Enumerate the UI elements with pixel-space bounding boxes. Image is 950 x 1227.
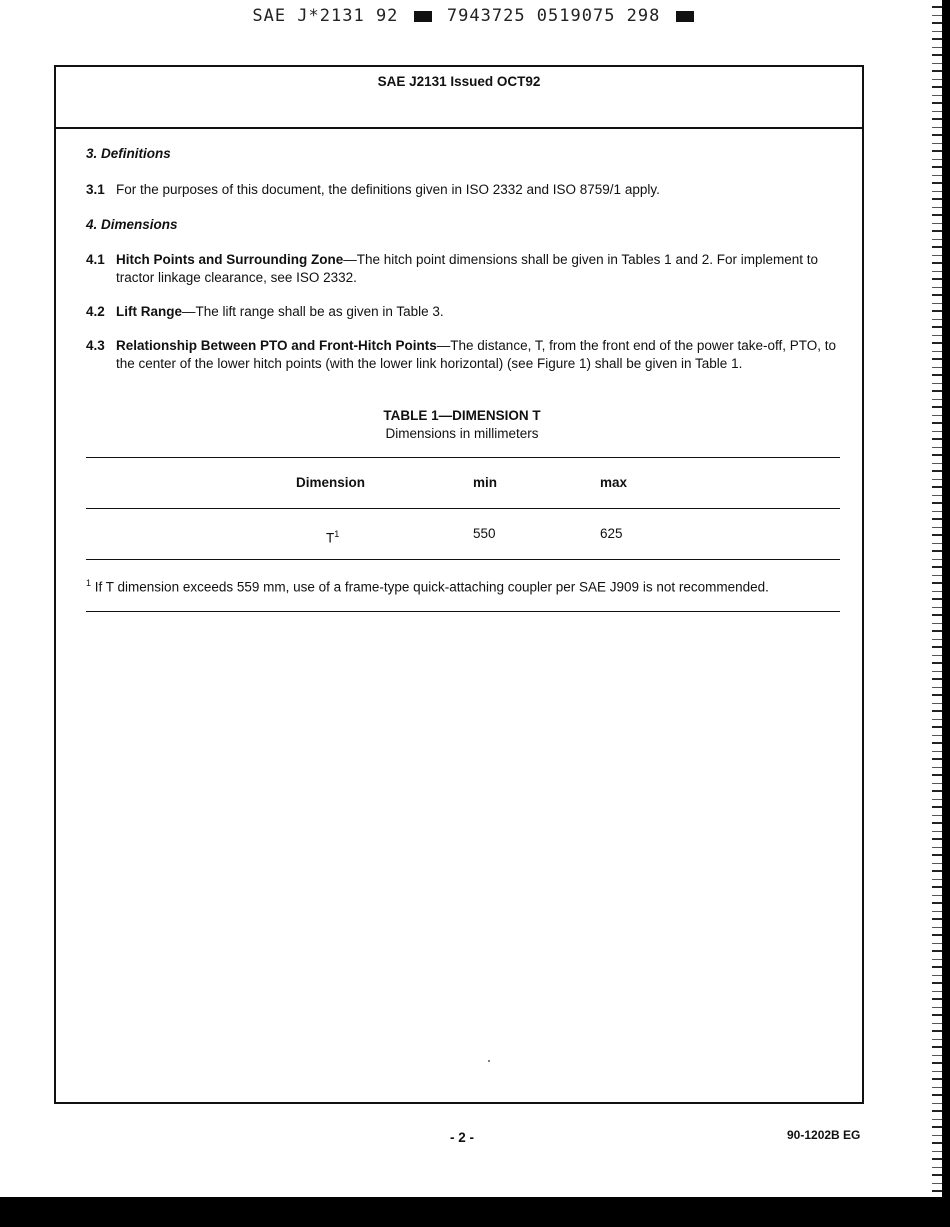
footnote-text: If T dimension exceeds 559 mm, use of a frame-type quick-attaching coupler per SAE J909 is not recommended. [94, 579, 769, 595]
table-rule-end [86, 611, 840, 612]
black-mark [414, 11, 432, 22]
document-code: 90-1202B EG [787, 1128, 861, 1142]
section-3-1 [86, 181, 838, 199]
dimension-table [86, 457, 838, 612]
document-title: SAE J2131 Issued OCT92 [377, 74, 541, 89]
section-text: —The lift range shall be as given in Table 3. [182, 304, 444, 319]
cell-min: 550 [473, 526, 496, 541]
section-4-3 [86, 337, 838, 373]
table-footnote [86, 574, 838, 597]
document-header [56, 67, 862, 129]
scan-bottom-bar [0, 1197, 950, 1227]
scan-header-part2: 7943725 0519075 298 [446, 6, 661, 26]
scan-header-code [0, 6, 950, 26]
section-4-2 [86, 303, 838, 321]
page-frame [54, 65, 864, 1104]
col-header-min: min [473, 475, 498, 490]
section-text: —The distance, T, from the front end of the power take-off, PTO, to the center of the lower hitch points (with the lower link horizontal) (see Figure 1) shall be given in Table 1. [116, 338, 836, 371]
table-subtitle: Dimensions in millimeters [385, 426, 539, 441]
section-text: —The hitch point dimensions shall be given in Tables 1 and 2. For implement to tractor linkage clearance, see ISO 2332. [116, 252, 819, 285]
section-title: Lift Range [116, 304, 182, 319]
section-4-heading: 4. Dimensions [86, 217, 178, 232]
document-body [86, 145, 838, 612]
col-header-dimension: Dimension [296, 475, 366, 490]
table-header-row [86, 458, 838, 508]
section-number: 4.2 [86, 304, 105, 319]
section-title: Relationship Between PTO and Front-Hitch Points [116, 338, 437, 353]
cell-dimension [326, 525, 339, 548]
table-row [86, 509, 838, 559]
section-4-1 [86, 251, 838, 287]
table-title: TABLE 1—DIMENSION T [383, 408, 541, 423]
col-header-max: max [600, 475, 628, 490]
footnote-mark: 1 [86, 578, 92, 588]
cell-max: 625 [600, 526, 623, 541]
section-number: 3.1 [86, 182, 105, 197]
section-text: For the purposes of this document, the definitions given in ISO 2332 and ISO 8759/1 apply. [116, 182, 660, 197]
section-number: 4.1 [86, 252, 105, 267]
page-number: - 2 - [450, 1130, 475, 1145]
section-title: Hitch Points and Surrounding Zone [116, 252, 344, 267]
table-caption [86, 407, 838, 443]
scan-edge-artifact [932, 0, 950, 1227]
section-3-heading: 3. Definitions [86, 146, 171, 161]
footnote-ref: 1 [334, 529, 340, 539]
table-rule-bottom [86, 559, 840, 560]
black-mark [676, 11, 694, 22]
scan-speck [488, 1060, 490, 1062]
section-number: 4.3 [86, 338, 105, 353]
scan-header-part1: SAE J*2131 92 [252, 6, 399, 26]
cell-dimension-value: T [326, 530, 335, 546]
